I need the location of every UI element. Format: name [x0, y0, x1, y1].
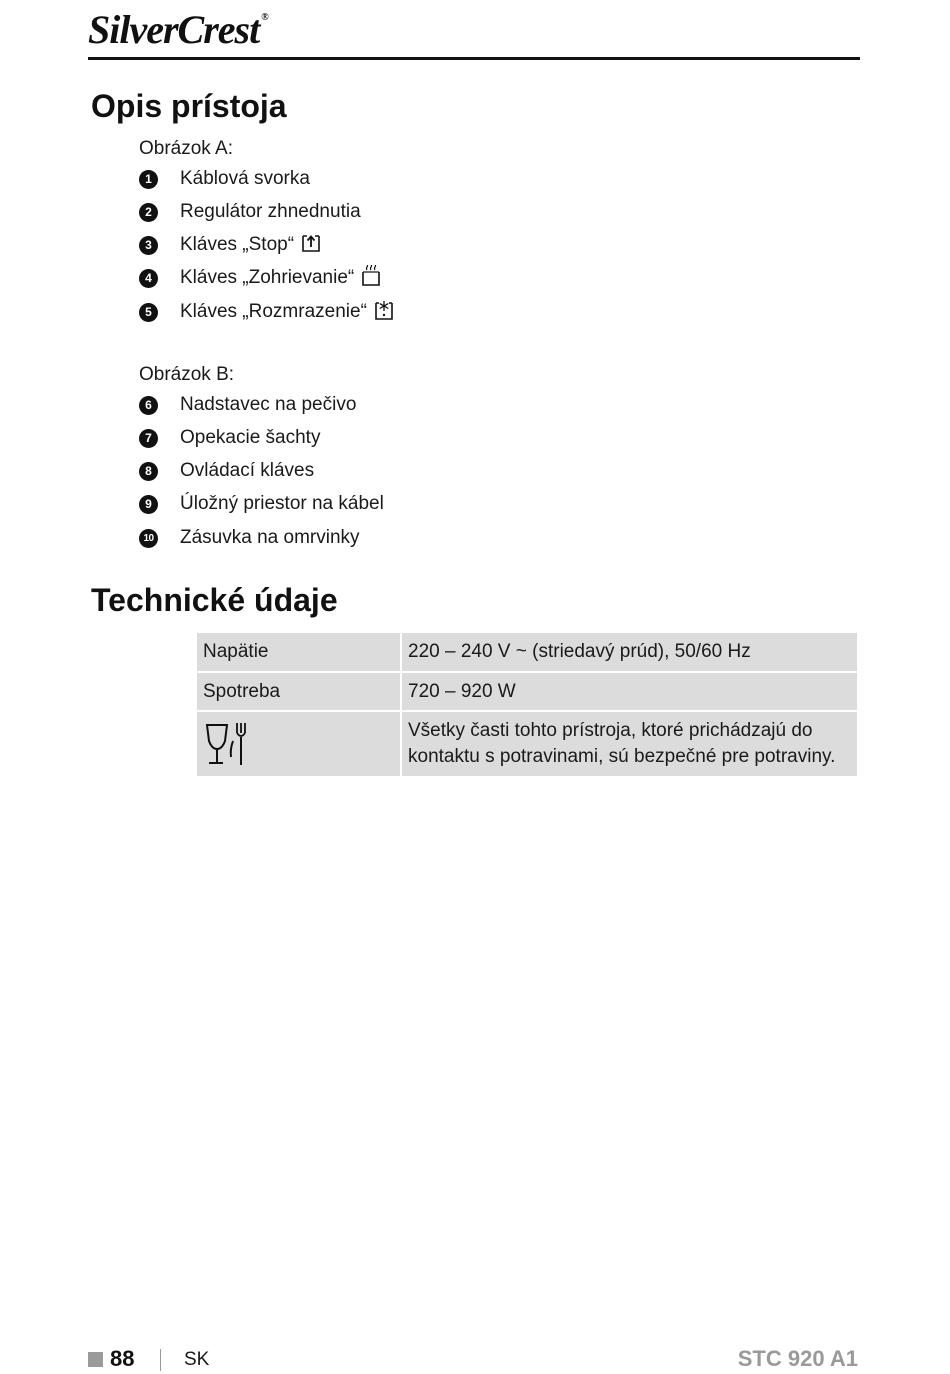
list-item: [139, 492, 384, 516]
item-number-badge: 10: [139, 529, 158, 548]
item-number-badge: 2: [139, 203, 158, 222]
item-number-badge: 8: [139, 462, 158, 481]
food-safety-text-line: Všetky časti tohto prístroja, ktoré prichádzajú do: [408, 720, 813, 741]
footer-square-mark: [88, 1352, 103, 1367]
table-row: [196, 672, 858, 711]
brand-name: SilverCrest: [88, 7, 260, 52]
figure-a-label: Obrázok A:: [139, 138, 233, 159]
list-item: [139, 233, 322, 257]
list-item: [139, 426, 320, 450]
list-item: [139, 200, 361, 224]
list-item: [139, 167, 310, 191]
item-label: Zásuvka na omrvinky: [180, 527, 360, 548]
table-cell-label: Spotreba: [196, 672, 401, 711]
page-number: 88: [110, 1346, 135, 1371]
item-label: Regulátor zhnednutia: [180, 201, 361, 222]
item-label: Ovládací kláves: [180, 460, 315, 481]
list-item: [139, 393, 356, 417]
stop-key-icon: [300, 232, 322, 259]
figure-b-label: Obrázok B:: [139, 364, 235, 385]
food-safety-text-line: kontaktu s potravinami, sú bezpečné pre potraviny.: [408, 746, 836, 767]
item-label: Opekacie šachty: [180, 427, 321, 448]
reheat-key-icon: [360, 265, 382, 292]
defrost-key-icon: [373, 299, 395, 326]
table-row: [196, 711, 858, 777]
item-number-badge: 1: [139, 170, 158, 189]
food-safe-glass-fork-icon: [203, 719, 394, 769]
list-item: [139, 266, 382, 290]
table-cell-label: [196, 711, 401, 777]
list-item: [139, 459, 314, 483]
item-number-badge: 4: [139, 269, 158, 288]
header-rule: [88, 57, 860, 60]
list-item: [139, 300, 395, 324]
table-row: [196, 632, 858, 672]
item-number-badge: 9: [139, 495, 158, 514]
model-number: STC 920 A1: [737, 1346, 858, 1371]
table-cell-value: 220 – 240 V ~ (striedavý prúd), 50/60 Hz: [401, 632, 858, 672]
technical-data-table: [195, 631, 859, 778]
item-number-badge: 7: [139, 429, 158, 448]
list-item: [139, 526, 360, 550]
table-cell-value: [401, 711, 858, 777]
section-title-technical-data: Technické údaje: [91, 582, 338, 618]
item-number-badge: 3: [139, 236, 158, 255]
brand-logo: [88, 6, 268, 53]
item-label: Nadstavec na pečivo: [180, 394, 357, 415]
item-label: Kláves „Rozmrazenie“: [180, 301, 367, 322]
brand-registered-mark: ®: [261, 12, 268, 23]
item-number-badge: 6: [139, 396, 158, 415]
item-label: Úložný priestor na kábel: [180, 493, 384, 514]
table-cell-value: 720 – 920 W: [401, 672, 858, 711]
table-cell-label: Napätie: [196, 632, 401, 672]
section-title-device-description: Opis prístoja: [91, 88, 287, 124]
item-label: Kláves „Zohrievanie“: [180, 267, 355, 288]
item-label: Káblová svorka: [180, 168, 310, 189]
language-code: SK: [184, 1349, 210, 1370]
footer-divider: [160, 1349, 161, 1371]
item-number-badge: 5: [139, 303, 158, 322]
item-label: Kláves „Stop“: [180, 234, 295, 255]
